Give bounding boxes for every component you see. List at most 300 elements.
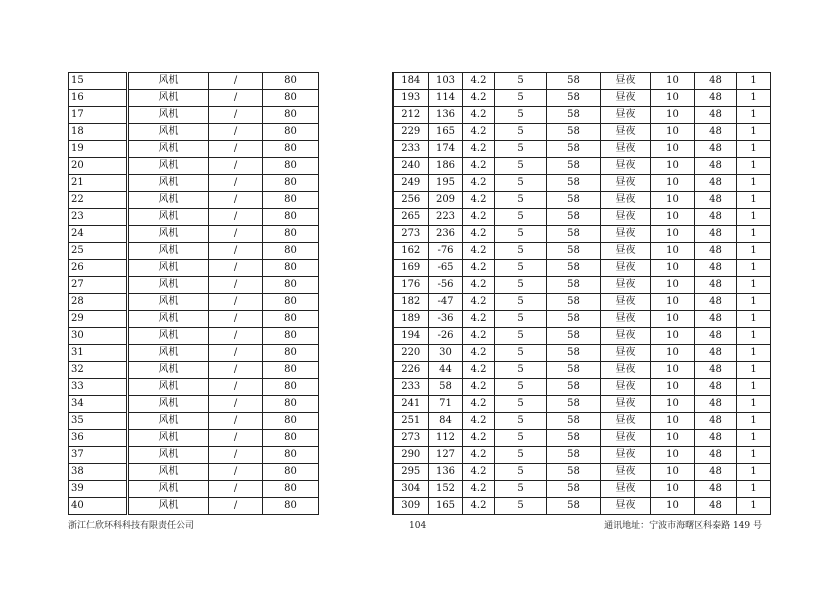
table-cell: 昼夜	[601, 447, 651, 464]
table-cell: 10	[651, 311, 695, 328]
table-cell: 80	[263, 294, 319, 311]
table-cell: 58	[547, 379, 601, 396]
table-cell: 1	[737, 498, 771, 515]
table-cell: -47	[429, 294, 463, 311]
noise-source-table	[68, 72, 770, 516]
table-cell: 209	[429, 192, 463, 209]
table-cell: 4.2	[463, 481, 495, 498]
table-cell: 48	[695, 294, 737, 311]
table-cell: 241	[393, 396, 429, 413]
table-cell: 4.2	[463, 345, 495, 362]
table-cell: 48	[695, 379, 737, 396]
table-cell: 风机	[129, 362, 209, 379]
table-cell: /	[209, 90, 263, 107]
table-cell: 174	[429, 141, 463, 158]
table-cell: 48	[695, 192, 737, 209]
table-cell: 1	[737, 481, 771, 498]
table-cell: 昼夜	[601, 243, 651, 260]
table-cell: 30	[69, 328, 127, 345]
table-cell: 136	[429, 464, 463, 481]
table-cell: 103	[429, 73, 463, 90]
footer-company: 浙江仁欣环科科技有限责任公司	[68, 521, 195, 531]
table-cell: /	[209, 277, 263, 294]
table-cell: 4.2	[463, 294, 495, 311]
table-cell: 10	[651, 260, 695, 277]
table-cell: 48	[695, 226, 737, 243]
table-cell: 昼夜	[601, 362, 651, 379]
table-cell: 4.2	[463, 175, 495, 192]
table-cell: 昼夜	[601, 277, 651, 294]
table-row	[69, 396, 771, 413]
table-cell: 1	[737, 209, 771, 226]
table-cell: 58	[547, 430, 601, 447]
table-cell: -65	[429, 260, 463, 277]
table-cell: 58	[547, 413, 601, 430]
table-cell: 26	[69, 260, 127, 277]
table-cell: -36	[429, 311, 463, 328]
table-cell: /	[209, 73, 263, 90]
table-cell: 风机	[129, 175, 209, 192]
table-cell: 1	[737, 243, 771, 260]
table-cell: 风机	[129, 498, 209, 515]
table-cell: 48	[695, 107, 737, 124]
table-row	[69, 141, 771, 158]
table-cell: 58	[429, 379, 463, 396]
table-cell: 1	[737, 141, 771, 158]
table-cell: 251	[393, 413, 429, 430]
table-cell: 4.2	[463, 107, 495, 124]
table-cell: 5	[495, 396, 547, 413]
table-cell: 195	[429, 175, 463, 192]
table-cell	[319, 396, 393, 413]
table-cell: 58	[547, 90, 601, 107]
table-cell: 58	[547, 226, 601, 243]
table-cell: 290	[393, 447, 429, 464]
table-cell: /	[209, 243, 263, 260]
table-cell: 33	[69, 379, 127, 396]
table-cell: 48	[695, 498, 737, 515]
table-cell: 39	[69, 481, 127, 498]
table-cell: 风机	[129, 260, 209, 277]
table-cell: 58	[547, 311, 601, 328]
table-cell: 4.2	[463, 158, 495, 175]
table-cell: 80	[263, 73, 319, 90]
table-cell: 1	[737, 107, 771, 124]
table-cell: 136	[429, 107, 463, 124]
table-cell: 10	[651, 498, 695, 515]
table-cell: 22	[69, 192, 127, 209]
table-cell: 34	[69, 396, 127, 413]
table-row	[69, 73, 771, 90]
table-cell: 1	[737, 277, 771, 294]
table-cell: 273	[393, 430, 429, 447]
table-cell: 212	[393, 107, 429, 124]
table-cell	[319, 498, 393, 515]
table-row	[69, 209, 771, 226]
table-cell: 5	[495, 498, 547, 515]
table-cell: 4.2	[463, 362, 495, 379]
table-cell	[319, 311, 393, 328]
table-cell: 4.2	[463, 464, 495, 481]
table-cell: 1	[737, 158, 771, 175]
table-cell: 昼夜	[601, 175, 651, 192]
footer-address: 通讯地址：宁波市海曙区科泰路 149 号	[604, 521, 762, 531]
table-cell: 80	[263, 277, 319, 294]
table-cell: 17	[69, 107, 127, 124]
table-cell: 4.2	[463, 277, 495, 294]
table-cell: 58	[547, 362, 601, 379]
table-cell	[319, 379, 393, 396]
table-cell: 风机	[129, 158, 209, 175]
table-cell: 5	[495, 260, 547, 277]
table-cell: 风机	[129, 243, 209, 260]
table-cell: -76	[429, 243, 463, 260]
table-cell: 5	[495, 345, 547, 362]
table-cell: 80	[263, 311, 319, 328]
table-cell: 风机	[129, 413, 209, 430]
table-cell: 80	[263, 362, 319, 379]
table-cell: 昼夜	[601, 158, 651, 175]
table-cell: 48	[695, 345, 737, 362]
table-cell: 273	[393, 226, 429, 243]
table-cell: 4.2	[463, 192, 495, 209]
table-cell: 193	[393, 90, 429, 107]
table-cell: 80	[263, 124, 319, 141]
table-cell: 48	[695, 396, 737, 413]
table-cell: 4.2	[463, 243, 495, 260]
table-cell: /	[209, 294, 263, 311]
table-cell: 风机	[129, 328, 209, 345]
table-cell: 249	[393, 175, 429, 192]
table-cell: 昼夜	[601, 430, 651, 447]
table-cell: /	[209, 124, 263, 141]
table-cell: /	[209, 430, 263, 447]
table-cell: 4.2	[463, 73, 495, 90]
table-cell: 304	[393, 481, 429, 498]
table-cell: /	[209, 175, 263, 192]
table-cell: 80	[263, 243, 319, 260]
table-cell: 169	[393, 260, 429, 277]
table-cell: 风机	[129, 345, 209, 362]
table-cell: 5	[495, 277, 547, 294]
table-cell	[319, 413, 393, 430]
table-cell: 20	[69, 158, 127, 175]
table-cell	[319, 447, 393, 464]
table-cell: 48	[695, 430, 737, 447]
table-cell: 15	[69, 73, 127, 90]
table-cell	[319, 158, 393, 175]
table-cell: -26	[429, 328, 463, 345]
table-cell: 1	[737, 328, 771, 345]
table-cell: 1	[737, 379, 771, 396]
table-cell: 1	[737, 175, 771, 192]
table-cell: 10	[651, 107, 695, 124]
table-cell: /	[209, 498, 263, 515]
table-cell	[319, 362, 393, 379]
table-cell: 昼夜	[601, 192, 651, 209]
table-cell: 240	[393, 158, 429, 175]
table-cell: 昼夜	[601, 73, 651, 90]
table-cell: 1	[737, 430, 771, 447]
table-cell: 84	[429, 413, 463, 430]
table-cell: 58	[547, 345, 601, 362]
table-cell: /	[209, 413, 263, 430]
table-cell: 10	[651, 124, 695, 141]
table-cell: 58	[547, 447, 601, 464]
table-cell: 48	[695, 277, 737, 294]
table-row	[69, 413, 771, 430]
table-cell: 5	[495, 226, 547, 243]
table-cell: 10	[651, 141, 695, 158]
table-cell: 28	[69, 294, 127, 311]
table-cell: 4.2	[463, 260, 495, 277]
table-cell: 10	[651, 294, 695, 311]
table-cell: 5	[495, 175, 547, 192]
table-cell: 10	[651, 158, 695, 175]
table-cell: 1	[737, 311, 771, 328]
table-cell: 80	[263, 158, 319, 175]
table-cell: 1	[737, 90, 771, 107]
table-cell: 58	[547, 260, 601, 277]
table-row	[69, 311, 771, 328]
table-cell: 4.2	[463, 124, 495, 141]
table-cell	[319, 481, 393, 498]
table-cell: 80	[263, 107, 319, 124]
table-cell: 162	[393, 243, 429, 260]
table-cell: 31	[69, 345, 127, 362]
table-cell: 昼夜	[601, 90, 651, 107]
table-cell: /	[209, 192, 263, 209]
table-cell: 80	[263, 192, 319, 209]
table-cell: 4.2	[463, 209, 495, 226]
table-cell: 58	[547, 294, 601, 311]
table-cell: 29	[69, 311, 127, 328]
table-cell: 58	[547, 481, 601, 498]
table-cell: 184	[393, 73, 429, 90]
table-cell: 80	[263, 447, 319, 464]
table-cell: 58	[547, 328, 601, 345]
table-cell: 昼夜	[601, 107, 651, 124]
table-cell: 114	[429, 90, 463, 107]
table-cell: /	[209, 464, 263, 481]
table-row	[69, 243, 771, 260]
table-cell: 44	[429, 362, 463, 379]
table-cell: 165	[429, 124, 463, 141]
table-cell: 风机	[129, 396, 209, 413]
table-cell: 48	[695, 464, 737, 481]
table-cell: 194	[393, 328, 429, 345]
table-cell: 80	[263, 345, 319, 362]
table-cell: /	[209, 396, 263, 413]
table-row	[69, 158, 771, 175]
table-row	[69, 175, 771, 192]
table-cell: 风机	[129, 124, 209, 141]
table-cell: 昼夜	[601, 481, 651, 498]
table-cell: 风机	[129, 430, 209, 447]
table-cell: 48	[695, 243, 737, 260]
table-cell: 5	[495, 141, 547, 158]
table-cell: 4.2	[463, 430, 495, 447]
table-cell: 80	[263, 498, 319, 515]
table-cell: 112	[429, 430, 463, 447]
table-cell: 昼夜	[601, 124, 651, 141]
table-cell: 37	[69, 447, 127, 464]
table-cell: 昼夜	[601, 294, 651, 311]
table-cell: /	[209, 481, 263, 498]
table-cell: /	[209, 311, 263, 328]
table-cell: 1	[737, 124, 771, 141]
table-cell: 风机	[129, 209, 209, 226]
table-cell: 48	[695, 260, 737, 277]
table-cell: 4.2	[463, 90, 495, 107]
table-cell: 80	[263, 413, 319, 430]
table-row	[69, 226, 771, 243]
table-cell: 80	[263, 481, 319, 498]
table-cell: 58	[547, 498, 601, 515]
table-cell: 昼夜	[601, 260, 651, 277]
table-cell	[319, 192, 393, 209]
table-cell: 48	[695, 175, 737, 192]
table-cell: 风机	[129, 277, 209, 294]
table-row	[69, 107, 771, 124]
table-cell: 1	[737, 447, 771, 464]
table-cell: 58	[547, 464, 601, 481]
table-cell: 58	[547, 209, 601, 226]
table-cell: 10	[651, 209, 695, 226]
table-cell: 38	[69, 464, 127, 481]
table-cell: 21	[69, 175, 127, 192]
table-cell: /	[209, 379, 263, 396]
table-cell: 48	[695, 447, 737, 464]
table-cell: 1	[737, 464, 771, 481]
table-cell: 36	[69, 430, 127, 447]
table-cell: 309	[393, 498, 429, 515]
table-cell: 223	[429, 209, 463, 226]
table-cell: 58	[547, 277, 601, 294]
table-cell: 48	[695, 413, 737, 430]
table-cell: 256	[393, 192, 429, 209]
table-cell: 5	[495, 362, 547, 379]
table-cell: 176	[393, 277, 429, 294]
table-cell: 10	[651, 345, 695, 362]
table-cell: 10	[651, 430, 695, 447]
table-cell: 5	[495, 379, 547, 396]
table-cell: 5	[495, 107, 547, 124]
table-cell: 182	[393, 294, 429, 311]
table-cell: 风机	[129, 73, 209, 90]
table-cell: 5	[495, 481, 547, 498]
table-cell: 10	[651, 328, 695, 345]
table-cell: 58	[547, 124, 601, 141]
table-cell	[319, 124, 393, 141]
table-cell: 80	[263, 328, 319, 345]
table-cell: 24	[69, 226, 127, 243]
table-cell: 4.2	[463, 311, 495, 328]
table-cell: 127	[429, 447, 463, 464]
table-cell	[319, 464, 393, 481]
table-row	[69, 260, 771, 277]
table-cell: 40	[69, 498, 127, 515]
table-cell: 5	[495, 158, 547, 175]
table-cell	[319, 107, 393, 124]
table-cell: /	[209, 158, 263, 175]
table-cell	[319, 209, 393, 226]
table-cell: 昼夜	[601, 345, 651, 362]
table-cell: 165	[429, 498, 463, 515]
table-cell: 80	[263, 396, 319, 413]
table-cell: 58	[547, 73, 601, 90]
table-cell: 10	[651, 464, 695, 481]
table-cell: 48	[695, 141, 737, 158]
table-cell: 1	[737, 260, 771, 277]
table-cell	[319, 90, 393, 107]
table-row	[69, 464, 771, 481]
table-cell: 10	[651, 90, 695, 107]
table-cell: 58	[547, 396, 601, 413]
table-body	[69, 73, 771, 515]
table-cell: 风机	[129, 226, 209, 243]
table-cell: 23	[69, 209, 127, 226]
table-cell: 80	[263, 430, 319, 447]
table-cell: 5	[495, 90, 547, 107]
table-row	[69, 481, 771, 498]
table-cell: 4.2	[463, 498, 495, 515]
table-cell	[319, 73, 393, 90]
table-cell: 80	[263, 226, 319, 243]
table-cell: 5	[495, 209, 547, 226]
table-row	[69, 498, 771, 515]
table-cell: /	[209, 345, 263, 362]
table-cell: 80	[263, 260, 319, 277]
table-cell: 80	[263, 90, 319, 107]
table-row	[69, 277, 771, 294]
table-cell: 48	[695, 481, 737, 498]
table-cell: 226	[393, 362, 429, 379]
table-cell	[319, 175, 393, 192]
table-cell	[319, 328, 393, 345]
table-cell: 48	[695, 90, 737, 107]
table-cell: 风机	[129, 481, 209, 498]
table-row	[69, 345, 771, 362]
table-cell: 58	[547, 141, 601, 158]
table-cell	[319, 260, 393, 277]
table-cell: 19	[69, 141, 127, 158]
table-cell: 5	[495, 328, 547, 345]
table-cell	[319, 430, 393, 447]
table-cell: 4.2	[463, 413, 495, 430]
table-cell: 25	[69, 243, 127, 260]
table-cell: 1	[737, 345, 771, 362]
table-cell: 80	[263, 141, 319, 158]
table-cell: 80	[263, 209, 319, 226]
table-cell: 5	[495, 413, 547, 430]
table-cell: 10	[651, 192, 695, 209]
table-cell: 5	[495, 124, 547, 141]
table-cell: 5	[495, 447, 547, 464]
table-row	[69, 447, 771, 464]
table-cell: /	[209, 362, 263, 379]
table-cell	[319, 277, 393, 294]
table-cell: 71	[429, 396, 463, 413]
table-cell: 4.2	[463, 226, 495, 243]
data-table	[68, 72, 771, 515]
table-cell: 风机	[129, 141, 209, 158]
table-cell: 233	[393, 141, 429, 158]
table-cell: 10	[651, 362, 695, 379]
table-cell: /	[209, 226, 263, 243]
table-cell: 昼夜	[601, 311, 651, 328]
table-cell: 48	[695, 124, 737, 141]
